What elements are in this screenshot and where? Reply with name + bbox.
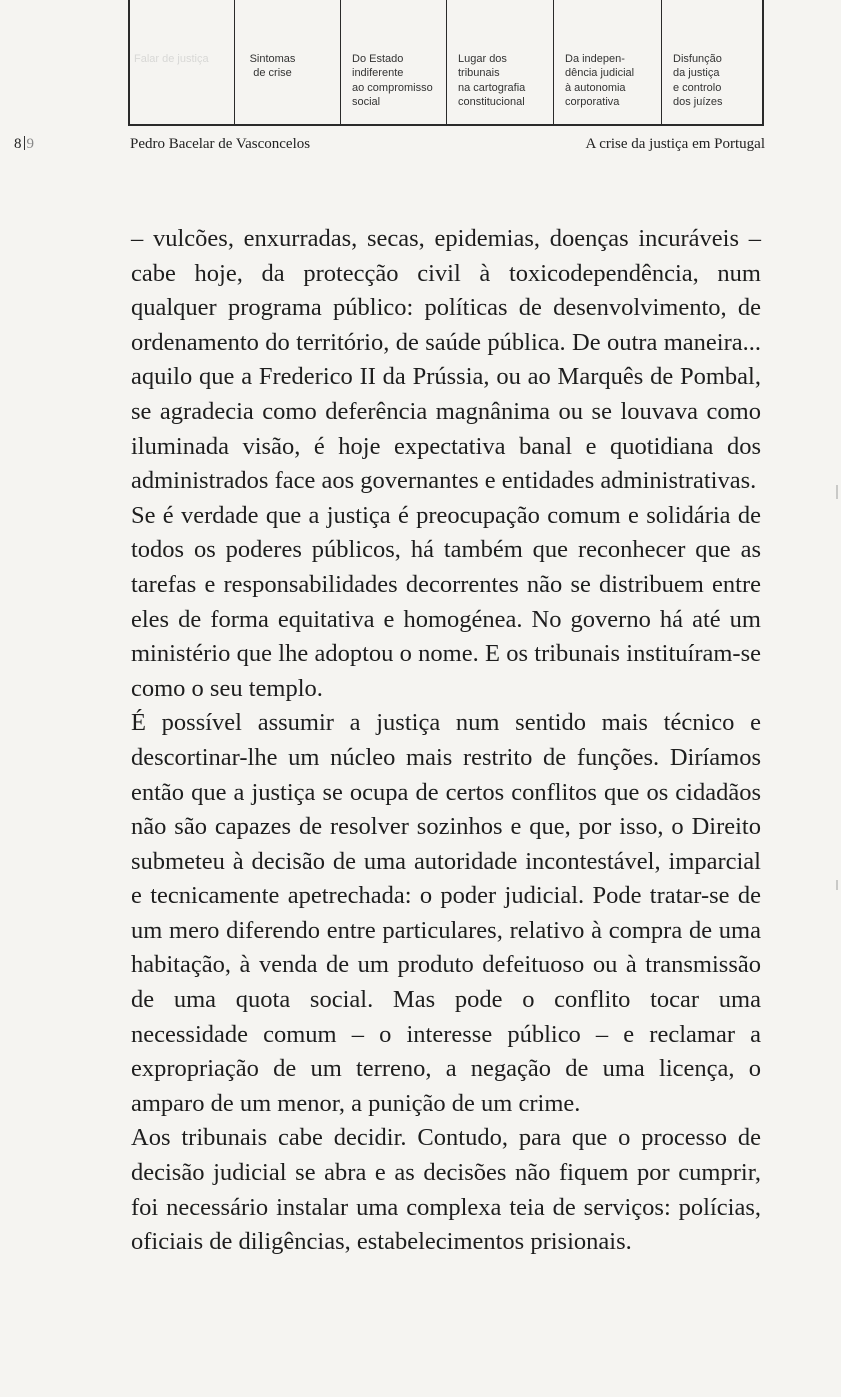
nav-tab-label: Da indepen- dência judicial à autonomia corporativa	[565, 52, 635, 108]
author-name: Pedro Bacelar de Vasconcelos	[130, 136, 311, 152]
nav-tab-label: Lugar dos tribunais na cartografia constitucional	[458, 52, 526, 108]
paragraph: – vulcões, enxurradas, secas, epidemias, doenças incuráveis – cabe hoje, da protecção civil à toxicodependência, num qualquer programa público: políticas de desenvolvimento, de ordenamento do território, de saúde pública. De outra maneira... aquilo que a Frederico II da Prússia, ou ao Marquês de Pombal, se agradecia como deferência magnânima ou se louvava como iluminada visão, é hoje expectativa banal e quotidiana dos administrados face aos governantes e entidades administrativas.	[131, 225, 761, 495]
page-edge-mark	[836, 880, 838, 890]
running-header	[0, 128, 841, 158]
paragraph: Aos tribunais cabe decidir. Contudo, para que o processo de decisão judicial se abra e as decisões não fiquem por cumprir, foi necessário instalar uma complexa teia de serviços: polícias, oficiais de diligências, estabelecimentos prisionais.	[131, 1124, 761, 1256]
nav-tab-lugar-dos-tribunais[interactable]	[446, 0, 553, 124]
nav-tab-independencia-judicial[interactable]	[553, 0, 661, 124]
page-numbers	[14, 136, 34, 153]
page-edge-mark	[836, 485, 838, 499]
chapter-navigation-table	[128, 0, 764, 126]
nav-tab-label: Do Estado indiferente ao compromisso social	[352, 52, 433, 108]
body-text	[131, 222, 761, 1260]
page-number-divider	[24, 136, 25, 150]
nav-tab-label: Falar de justiça	[134, 52, 209, 65]
paragraph: É possível assumir a justiça num sentido mais técnico e descortinar-lhe um núcleo mais restrito de funções. Diríamos então que a justiça se ocupa de certos conflitos que os cidadãos não são capazes de resolver sozinhos e que, por isso, o Direito submeteu à decisão de uma autoridade incontestável, imparcial e tecnicamente apetrechada: o poder judicial. Pode tratar-se de um mero diferendo entre particulares, relativo à compra de uma habitação, à venda de um produto defeituoso ou à transmissão de uma quota social. Mas pode o conflito tocar uma necessidade comum – o interesse público – e reclamar a expropriação de um terreno, a negação de uma licença, o amparo de um menor, a punição de um crime.	[131, 709, 761, 1117]
nav-tab-label: Disfunção da justiça e controlo dos juízes	[673, 52, 723, 108]
nav-tab-falar-de-justica[interactable]	[130, 0, 234, 124]
nav-tab-sintomas-de-crise[interactable]	[234, 0, 340, 124]
page-number-left: 8	[14, 136, 22, 152]
nav-tab-do-estado[interactable]	[340, 0, 446, 124]
paragraph: Se é verdade que a justiça é preocupação comum e solidária de todos os poderes públicos, há também que reconhecer que as tarefas e responsabilidades decorrentes não se distribuem entre eles de forma equitativa e homogénea. No governo há até um ministério que lhe adoptou o nome. E os tribunais instituíram-se como o seu templo.	[131, 501, 761, 702]
book-title: A crise da justiça em Portugal	[585, 136, 765, 152]
page-number-right: 9	[26, 136, 34, 152]
nav-tab-label: Sintomas de crise	[249, 52, 296, 79]
nav-tab-disfuncao-da-justica[interactable]	[661, 0, 762, 124]
